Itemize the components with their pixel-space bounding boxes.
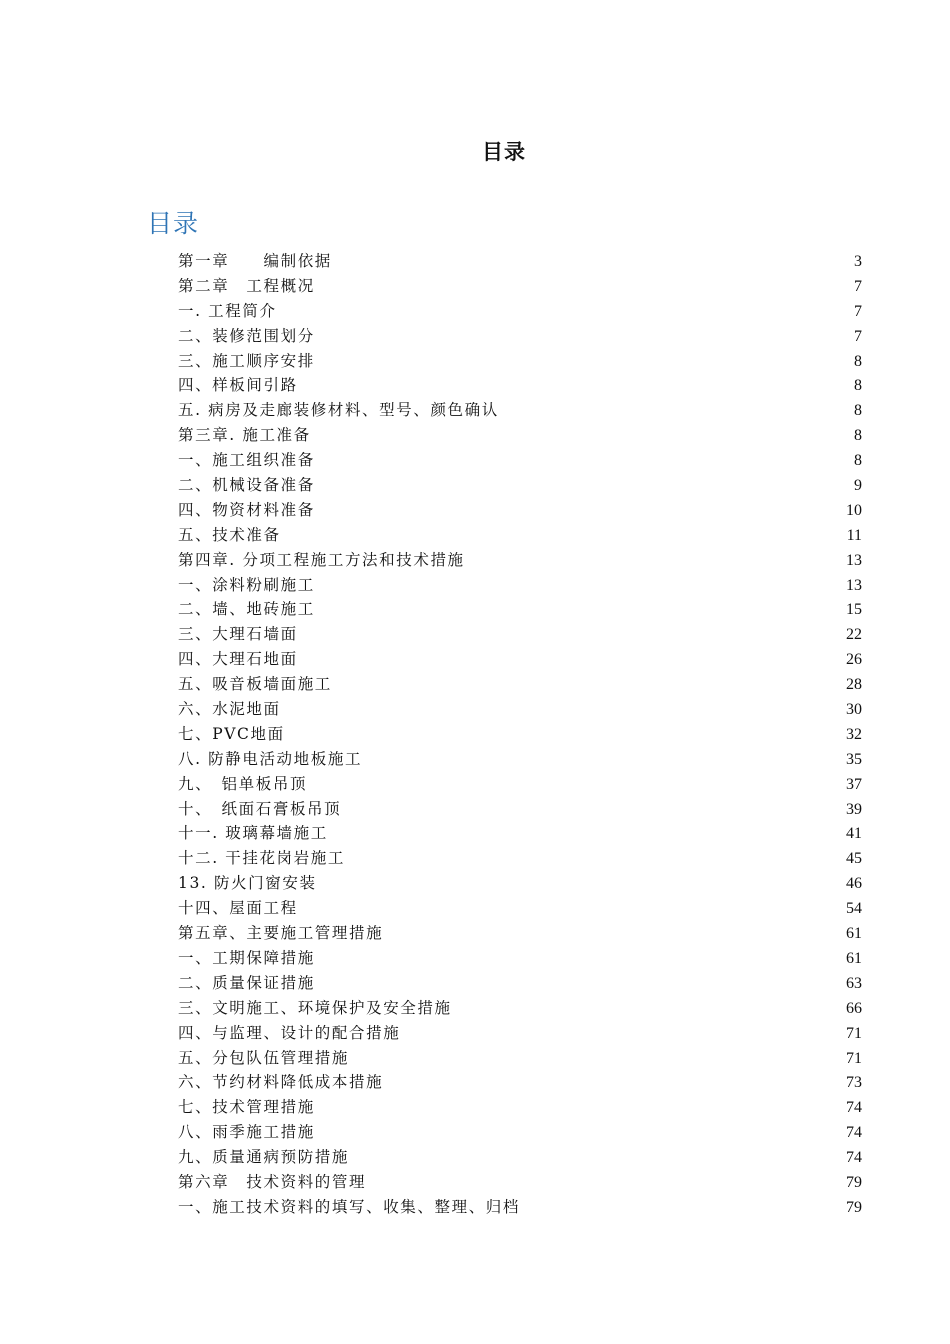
toc-entry-page-number: 8 xyxy=(854,427,862,445)
toc-entry[interactable] xyxy=(178,249,862,274)
toc-entry-page-number: 71 xyxy=(846,1049,862,1067)
toc-list xyxy=(178,249,862,1220)
toc-entry-page-number: 28 xyxy=(846,676,862,694)
toc-entry[interactable] xyxy=(178,672,862,697)
toc-entry-title[interactable]: 九、 铝单板吊顶 xyxy=(178,774,308,793)
toc-entry-page-number: 54 xyxy=(846,900,862,918)
toc-entry[interactable] xyxy=(178,797,862,822)
toc-entry-page-number: 74 xyxy=(846,1149,862,1167)
toc-entry[interactable] xyxy=(178,349,862,374)
toc-entry-title[interactable]: 四、与监理、设计的配合措施 xyxy=(178,1023,401,1042)
toc-entry[interactable] xyxy=(178,597,862,622)
toc-entry[interactable] xyxy=(178,697,862,722)
toc-entry-page-number: 37 xyxy=(846,775,862,793)
toc-entry[interactable] xyxy=(178,722,862,747)
toc-entry-page-number: 45 xyxy=(846,850,862,868)
toc-entry[interactable] xyxy=(178,1170,862,1195)
toc-entry[interactable] xyxy=(178,274,862,299)
toc-entry[interactable] xyxy=(178,398,862,423)
toc-entry-title[interactable]: 四、样板间引路 xyxy=(178,376,298,395)
toc-entry-title[interactable]: 五、分包队伍管理措施 xyxy=(178,1048,350,1067)
toc-entry-title[interactable]: 七、技术管理措施 xyxy=(178,1098,315,1117)
toc-entry-page-number: 22 xyxy=(846,626,862,644)
toc-entry-page-number: 79 xyxy=(846,1198,862,1216)
toc-entry-page-number: 8 xyxy=(854,452,862,470)
toc-entry-title[interactable]: 九、质量通病预防措施 xyxy=(178,1148,350,1167)
toc-entry-title[interactable]: 八、雨季施工措施 xyxy=(178,1123,315,1142)
toc-entry-title[interactable]: 二、质量保证措施 xyxy=(178,973,315,992)
toc-entry-title[interactable]: 六、水泥地面 xyxy=(178,700,281,719)
toc-entry-page-number: 13 xyxy=(846,551,862,569)
toc-entry-title[interactable]: 十、 纸面石膏板吊顶 xyxy=(178,799,342,818)
toc-entry[interactable] xyxy=(178,1070,862,1095)
toc-entry-title[interactable]: 四、物资材料准备 xyxy=(178,500,315,519)
toc-entry-page-number: 8 xyxy=(854,352,862,370)
page-title: 目录 xyxy=(482,140,526,164)
toc-entry[interactable] xyxy=(178,747,862,772)
toc-entry[interactable] xyxy=(178,946,862,971)
toc-entry-title[interactable]: 十一. 玻璃幕墙施工 xyxy=(178,824,328,843)
toc-entry-title[interactable]: 第五章、主要施工管理措施 xyxy=(178,924,384,943)
toc-entry-page-number: 10 xyxy=(846,501,862,519)
toc-entry-title[interactable]: 一、涂料粉刷施工 xyxy=(178,575,315,594)
toc-entry-title[interactable]: 七、PVC地面 xyxy=(178,724,285,743)
toc-entry-title[interactable]: 二、墙、地砖施工 xyxy=(178,600,315,619)
toc-entry[interactable] xyxy=(178,1021,862,1046)
toc-entry[interactable] xyxy=(178,821,862,846)
toc-entry-title[interactable]: 一、施工组织准备 xyxy=(178,451,315,470)
toc-entry-page-number: 74 xyxy=(846,1124,862,1142)
toc-entry-title[interactable]: 一. 工程简介 xyxy=(178,301,277,320)
toc-entry[interactable] xyxy=(178,573,862,598)
toc-entry[interactable] xyxy=(178,299,862,324)
toc-entry[interactable] xyxy=(178,996,862,1021)
toc-entry-page-number: 8 xyxy=(854,377,862,395)
toc-entry-title[interactable]: 一、工期保障措施 xyxy=(178,948,315,967)
toc-entry-title[interactable]: 五. 病房及走廊装修材料、型号、颜色确认 xyxy=(178,401,499,420)
toc-entry[interactable] xyxy=(178,1046,862,1071)
toc-entry-page-number: 7 xyxy=(854,302,862,320)
toc-entry-title[interactable]: 四、大理石地面 xyxy=(178,650,298,669)
toc-entry-page-number: 61 xyxy=(846,949,862,967)
toc-entry-title[interactable]: 三、大理石墙面 xyxy=(178,625,298,644)
toc-entry-title[interactable]: 三、文明施工、环境保护及安全措施 xyxy=(178,998,452,1017)
toc-entry-title[interactable]: 三、施工顺序安排 xyxy=(178,351,315,370)
toc-entry-title[interactable]: 第三章. 施工准备 xyxy=(178,426,311,445)
toc-entry-page-number: 8 xyxy=(854,402,862,420)
toc-entry[interactable] xyxy=(178,423,862,448)
toc-entry[interactable] xyxy=(178,846,862,871)
toc-entry[interactable] xyxy=(178,647,862,672)
toc-entry-title[interactable]: 五、吸音板墙面施工 xyxy=(178,675,332,694)
toc-entry-page-number: 30 xyxy=(846,701,862,719)
toc-entry-page-number: 39 xyxy=(846,800,862,818)
toc-entry-page-number: 7 xyxy=(854,277,862,295)
toc-entry[interactable] xyxy=(178,1195,862,1220)
toc-entry[interactable] xyxy=(178,1120,862,1145)
toc-entry-title[interactable]: 二、装修范围划分 xyxy=(178,326,315,345)
toc-entry[interactable] xyxy=(178,1095,862,1120)
toc-entry-page-number: 11 xyxy=(846,526,862,544)
toc-entry[interactable] xyxy=(178,1145,862,1170)
toc-entry-page-number: 63 xyxy=(846,974,862,992)
toc-entry-page-number: 15 xyxy=(846,601,862,619)
toc-entry-title[interactable]: 五、技术准备 xyxy=(178,525,281,544)
toc-entry-page-number: 73 xyxy=(846,1074,862,1092)
toc-entry-page-number: 32 xyxy=(846,725,862,743)
toc-heading: 目录 xyxy=(147,209,200,238)
toc-entry-page-number: 61 xyxy=(846,925,862,943)
toc-entry[interactable] xyxy=(178,772,862,797)
toc-entry-page-number: 9 xyxy=(854,477,862,495)
toc-entry-page-number: 35 xyxy=(846,750,862,768)
toc-entry-title[interactable]: 六、节约材料降低成本措施 xyxy=(178,1073,384,1092)
toc-entry-title[interactable]: 第六章 技术资料的管理 xyxy=(178,1172,367,1191)
toc-entry-page-number: 79 xyxy=(846,1173,862,1191)
toc-entry[interactable] xyxy=(178,523,862,548)
toc-entry-page-number: 41 xyxy=(846,825,862,843)
toc-entry[interactable] xyxy=(178,448,862,473)
toc-entry-page-number: 13 xyxy=(846,576,862,594)
toc-entry-title[interactable]: 第四章. 分项工程施工方法和技术措施 xyxy=(178,550,465,569)
toc-entry-page-number: 7 xyxy=(854,327,862,345)
toc-entry[interactable] xyxy=(178,622,862,647)
toc-entry-page-number: 3 xyxy=(854,253,862,270)
toc-entry-page-number: 26 xyxy=(846,651,862,669)
toc-entry-title[interactable]: 第一章 编制依据 xyxy=(178,252,332,270)
toc-entry[interactable] xyxy=(178,373,862,398)
toc-entry[interactable] xyxy=(178,473,862,498)
toc-entry[interactable] xyxy=(178,971,862,996)
toc-entry[interactable] xyxy=(178,324,862,349)
toc-entry[interactable] xyxy=(178,498,862,523)
toc-entry[interactable] xyxy=(178,548,862,573)
toc-entry-title[interactable]: 一、施工技术资料的填写、收集、整理、归档 xyxy=(178,1197,521,1216)
toc-entry-title[interactable]: 八. 防静电活动地板施工 xyxy=(178,749,363,768)
toc-entry[interactable] xyxy=(178,896,862,921)
toc-entry-page-number: 74 xyxy=(846,1099,862,1117)
toc-entry-page-number: 46 xyxy=(846,875,862,893)
toc-entry-title[interactable]: 十四、屋面工程 xyxy=(178,899,298,918)
toc-entry-title[interactable]: 十二. 干挂花岗岩施工 xyxy=(178,849,345,868)
toc-entry-title[interactable]: 二、机械设备准备 xyxy=(178,476,315,495)
toc-entry-title[interactable]: 第二章 工程概况 xyxy=(178,276,315,295)
toc-entry-title[interactable]: 13. 防火门窗安装 xyxy=(178,874,317,893)
toc-entry[interactable] xyxy=(178,921,862,946)
toc-entry-page-number: 66 xyxy=(846,999,862,1017)
toc-entry-page-number: 71 xyxy=(846,1024,862,1042)
toc-entry[interactable] xyxy=(178,871,862,896)
